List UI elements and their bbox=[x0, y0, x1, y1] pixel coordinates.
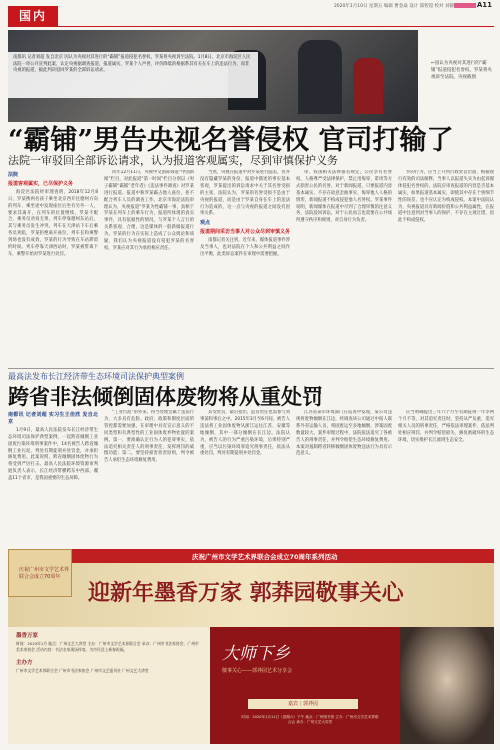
story2-kicker: 最高法发布长江经济带生态环境司法保护典型案例 bbox=[8, 372, 184, 381]
column-text: 审，我国相关法律都有规定，公民享有名誉权，人格尊严受法律保护，禁止用侮辱、诽谤等方式损害公民的名誉。对于新闻报道，只要报道内容基本属实，不存在故意歪曲事实、侮辱他人人格的情形，新闻报道不构成侵犯他人名誉权。罗某事件说明，新闻媒体在报道中尽到了合理审慎的注意义务，法院驳回诉讼，对于公民而言也需要在公共场所遵守秩序和规则，对自身行为负责。 bbox=[296, 170, 392, 224]
column-text: “工业污泥”的外来，得当处理会属于违法行为，大多具有危险。政府、政策和制度层面的管控都需要加强，在审理中具有宣示意义的不同类型和有典型性的工业固体废弃物处置的案例。第一，要准确认定行为人的犯罪事实，依法追究相关责任人的刑事责任，发挥刑罚的威慑功能；第二，要坚持损害担责原则，判令被告人承担生态环境修复费用。 bbox=[104, 410, 194, 464]
column-heading: 观点 bbox=[200, 220, 211, 227]
story-column bbox=[398, 170, 494, 366]
event-advertisement[interactable] bbox=[8, 549, 494, 744]
ad-bar-text: 庆祝广州市文学艺术界联合会成立70周年系列活动 bbox=[192, 553, 338, 561]
column-text: 1月9日，最高人民法院发布长江经济带生态环境司法保护典型案例，一起跨省倾倒工业固废污染环境刑事案件中，14名被告人跨省倾倒工业污泥，判处有期徒刑并处罚金，并承担修复费用。此案说明，跨省倾倒固体废物行为将受到严厉打击。最高人民法院环境资源审判庭负责人表示，长江经济带横跨东中西部，覆盖11个省市，是我国重要的生态屏障。 bbox=[8, 427, 98, 482]
story-column bbox=[296, 170, 392, 366]
ad-feature-panel bbox=[210, 627, 494, 744]
column-text: 南都记者关注到，近年来，媒体报道事件涉及当事人，也对法院在个人和公共利益之间作出平衡，此类诉讼案件在审理中需要把握。 bbox=[200, 238, 290, 257]
page-number: A11 bbox=[476, 1, 492, 9]
story-column bbox=[200, 170, 290, 366]
story-headline[interactable]: “霸铺”男告央视名誉侵权 官司打输了 bbox=[8, 125, 454, 156]
story2-headline[interactable]: 跨省非法倾倒固体废物将从重处罚 bbox=[8, 384, 323, 409]
story2-column bbox=[200, 410, 290, 544]
column-text: 应当明确提出三年六个月至有期徒刑一年零两个月不等。对其追究责任时，坚持从严从重，追究相关人员的刑事责任，严格依法审理案件，依法判处相应刑罚，并判令赔偿损失，修复被破坏的生态环境，切实维护长江流域生态安全。 bbox=[398, 410, 494, 443]
dateline: 2020年1月10日 星期五 编辑 曹金焱 设计 邵智超 校对 刘静 bbox=[333, 4, 454, 9]
story2-column bbox=[8, 410, 98, 544]
ad-title: 迎新年墨香万家 郭莽园敬事关心 bbox=[88, 580, 404, 606]
story-lede-box bbox=[8, 52, 258, 98]
ad-event-heading: 墨香万家 bbox=[16, 633, 39, 639]
ad-event-text: 广州市文学艺术界联合会 广州市书法家协会 广州市文艺报刊社 广州文艺大讲堂 bbox=[16, 668, 149, 674]
story2-column bbox=[398, 410, 494, 544]
column-text: 江苏省某市环境部门在巡查中发现，某公司违规将废物倾倒在江边，经调查该公司通过中间人联系外省运输人员，将固废运至多地倾倒，涉案固废数量较大。案件审理过程中，法院依法追究了各被告人的刑事责任，并判令赔偿生态环境修复费用。本案对遏制跨省转移倾倒固体废物违法行为具有示范意义。 bbox=[296, 410, 392, 457]
story2-dateline: 南都讯 记者刘超 实习生王佳欣 发自北京 bbox=[8, 412, 98, 425]
page-color-marker bbox=[454, 3, 476, 8]
ad-logo-text: 庆祝广州市文学艺术界联合会成立70周年 bbox=[19, 567, 70, 580]
ad-event-list bbox=[8, 627, 210, 744]
ad-event-info: 时间：2020年1月11日（星期六）下午 地点：广州图书馆 主办：广州市文学艺术界联合会 承办：广州文艺大讲堂 bbox=[241, 715, 379, 725]
ad-event-heading: 主办方 bbox=[16, 660, 33, 667]
column-subheading: 报道客观属实，已尽保护义务 bbox=[8, 180, 74, 187]
masthead bbox=[0, 0, 500, 26]
story-column bbox=[104, 170, 194, 366]
column-subheading: 报道期间采访当事人对公众尽到审慎义务 bbox=[200, 229, 290, 236]
ad-master-title: 大师下乡 bbox=[222, 644, 290, 664]
story-lede: 南都讯 记者刘超 发自北京 因认为央视对其进行的“霸铺”报道侵犯名誉权，罗某将央视诉至法院。1月8日，北京市海淀区人民法院一审公开宣判此案，认定央视据调查报道，报道属实，罗某个人声誉，评价降低的根据系其有关在车上的违法行为，而非央视的报道，据此判决驳回罗某的全部诉讼请求。 bbox=[13, 55, 251, 74]
section-tab[interactable]: 国内 bbox=[8, 6, 58, 26]
story2-column bbox=[296, 410, 392, 544]
column-text: 当然，央视在报道中对罗某进行隐去，但并没有隐藏罗某的身份，报道中描述的事实基本客观，罗某提出的诉讼请求中关于其名誉受损的主张，法院认为，罗某的名誉受损不是由于央视的报道，而是由于罗某自身在车上的违法行为造成的，这一点与央视的报道之间没有因果关系。 bbox=[200, 170, 290, 217]
story-subhead: 法院一审驳回全部诉讼请求，认为报道客观属实，尽到审慎保护义务 bbox=[8, 154, 338, 167]
section-divider bbox=[8, 368, 494, 369]
guest-portrait bbox=[400, 627, 494, 744]
photo-figure bbox=[353, 58, 383, 114]
ad-logo bbox=[8, 549, 72, 597]
column-heading: 法院 bbox=[8, 172, 19, 178]
ad-top-bar bbox=[72, 549, 494, 563]
ad-event-text: 时间：2020年1月 地点：广州文艺大讲堂 主办：广州市文学艺术界联合会 承办：广州市书法家协会、广州市美术家协会 活动内容：书法名家现场挥毫，为市民送上新春祝福。 bbox=[16, 641, 199, 652]
story-column bbox=[8, 170, 98, 366]
story2-column bbox=[104, 410, 194, 544]
masthead-rule bbox=[8, 26, 494, 27]
photo-caption: ←园认为央视对其进行的“霸铺”报道侵犯名誉权，罗某将央视诉至法院。央视截图 bbox=[431, 61, 492, 80]
ad-subtitle: 敬事关心——郭莽园艺术分享会 bbox=[222, 668, 293, 674]
ad-guest-label: 嘉宾｜郭莽园 bbox=[248, 699, 358, 709]
photo-figure bbox=[298, 40, 342, 114]
column-text: 同年12月11日，央视中文国际频道“中国新闻”栏目，对此报道“第一时间”栏目分别以《男子霸铺“霸铺”老年者》《违法事件调查》对罗某进行报道。报道中称罗某霸占他人座位，拒不配合列车人员的调查工作。北京市海淀法院审理认为，央视报道“罗某为性霸铺一事，真相于罗某在列车上的乘车行为，报道所体现的真实事件，具有依据性的情况，与罗某个人言行的关系客观、合理，这是媒体的一般新闻报道行为。罗某的行为在实际上造成了公众舆论和质疑，我们认为央视报道没有侵犯罗某的名誉权，罗某应对其行为承担相应责任。 bbox=[104, 170, 194, 251]
column-text: 海淀区法院经审理查明，2018年12月8日，罗某携两名孩子乘坐北京西开往德州方向的列车，乘坐途中发现座位后坐有另外一人，要求其离开，在列车的位置继续，罗某不配合，乘务员劝说无果，列车停靠德州东站后，其与乘务员发生冲突。列车在天津站下车后乘务员劝阻，罗某拒绝离开座位，列车长和乘警到场也没有成效，罗某的行为导致在车站滞留约时间。列车停靠天津西站时，罗某被带离下车，乘警开始对罗某进行处罚。 bbox=[8, 189, 98, 257]
column-text: 其受处罚，最后指出，监管责任也需参与到事前和事后之中。2015年3月至6月间，被告人违法将工业固体废物从浙江运往江苏、安徽等地倾倒，其中一部分倾倒在长江边。法院认为，被告人的行为严重污染环境，后果特别严重，应当以污染环境罪追究刑事责任，依法从重处罚，判处有期徒刑并处罚金。 bbox=[200, 410, 290, 457]
ad-banner bbox=[8, 549, 494, 627]
column-text: 罗的行为，应当上升到行政处罚层面，根据现行有效的司法解释，当事人以报道失实为由起诉媒体侵犯名誉权的，法院应审查报道的内容是否基本属实，如果报道基本属实，即使其中存在个别细节性的误差，也不应认定为构成侵权。本案中法院认为，央视报道具有新闻价值和公共利益属性，在报道中注意到对当事人的保护，不存在主观过错，因此不构成侵权。 bbox=[398, 170, 494, 224]
